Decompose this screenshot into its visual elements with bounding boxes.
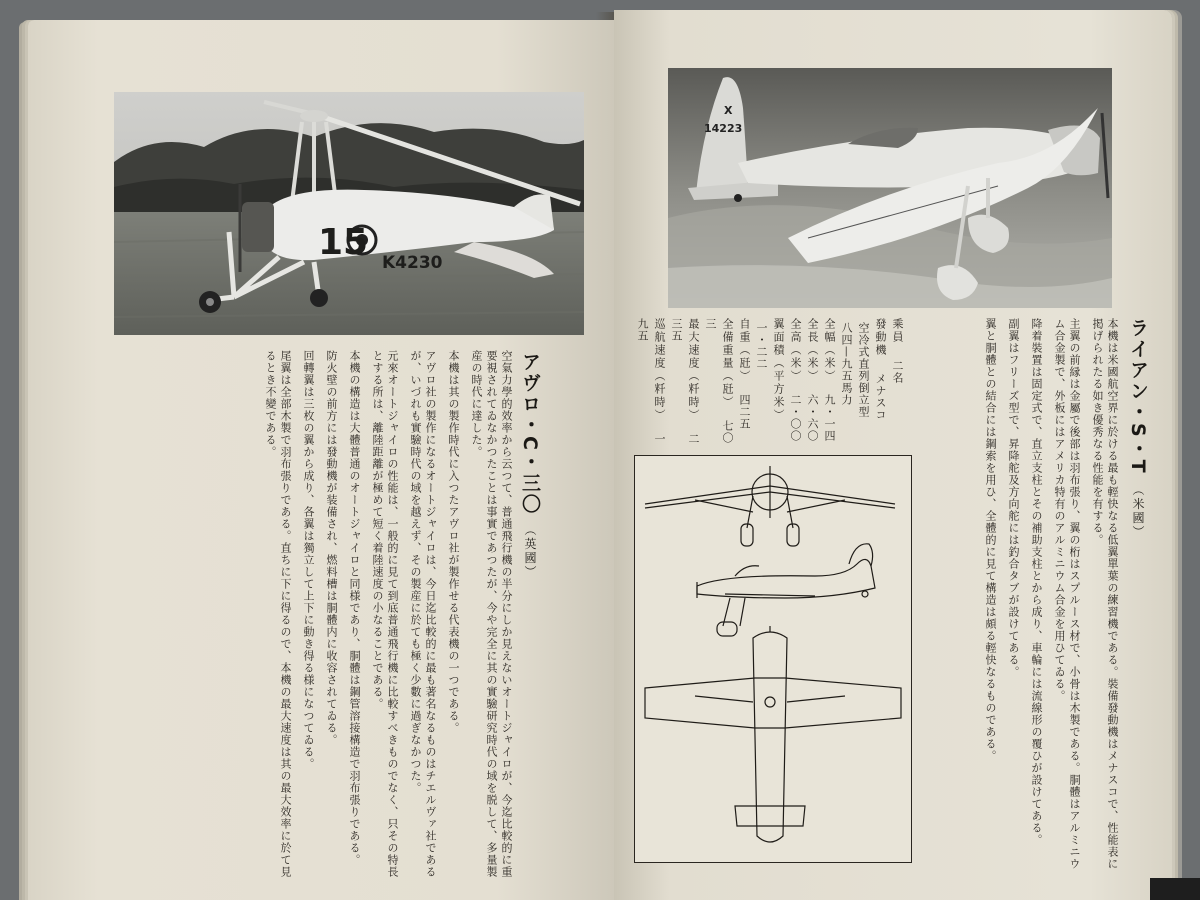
spec-table (636, 318, 906, 446)
spec-row: 全高（米） 二・〇〇 (789, 318, 802, 442)
right-paragraph: 本機は米國航空界に於ける最も輕快なる低翼單葉の練習機である。裝備發動機はメナスコで、性能表に掲げられたる如き優秀なる性能を有する。 (1091, 318, 1119, 870)
autogiro-photo (114, 92, 584, 335)
left-article-title (516, 352, 544, 642)
left-title-note: （英國） (523, 523, 537, 580)
spec-row: 空冷式直列倒立型 (857, 322, 870, 418)
tail-marking: X (724, 104, 733, 117)
left-paragraph: 防火壁の前方には發動機が装備され、燃料槽は胴體内に收容されてゐる。 (325, 350, 338, 746)
right-title-note: （米國） (1131, 483, 1145, 540)
corner-tab (1150, 878, 1200, 900)
spec-row: 自重（瓩） 四二五 (738, 318, 751, 430)
spec-row: 全幅（米） 九・一四 (823, 318, 836, 442)
left-article-body (150, 350, 514, 880)
spec-row: 最大速度（粁時） 二三五 (670, 318, 700, 445)
spec-row: 發動機 メナスコ (874, 318, 887, 421)
left-paragraph: 回轉翼は三枚の翼から成り、各翼は獨立して上下に動き得る様になつてゐる。 (302, 350, 315, 770)
plan-view (645, 626, 901, 842)
left-title-text: アヴロ・C・三〇 (519, 352, 541, 515)
spec-row: 乘員 二名 (891, 318, 904, 384)
right-article-body (912, 318, 1120, 878)
right-title-text: ライアン・S・T (1127, 318, 1149, 475)
left-paragraph: アヴロ社の製作になるオートジャイロは、今日迄比較的に最も著名なるものはチエルヴァ社であるが、いづれも實驗時代の域を越えず、その製産に於ても極く少數に過ぎなかつた。 (409, 350, 437, 878)
left-paragraph: 元來オートジャイロの性能は、一般的に見て到底普通飛行機に比較すべきものでなく、只その特長とする所は、離陸距離が極めて短く着陸速度の小なることである。 (371, 350, 399, 878)
left-paragraph: 本機は其の製作時代に入つたアヴロ社が製作せる代表機の一つである。 (447, 350, 460, 734)
left-paragraph: 本機の構造は大體普通のオートジャイロと同様であり、胴體は鋼管溶接構造で羽布張りである。 (348, 350, 361, 866)
left-paragraph: 空氣力學的效率から云つて、普通飛行機の半分にしか見えないオートジャイロが、今迄比較的に重要視されてゐなかつたことは事實であつたが、今や完全に其の實驗研究時代の域を脱して、多量製産の時代に達した。 (470, 350, 513, 878)
spec-row: 八四—九五馬力 (840, 322, 853, 406)
right-paragraph: 主翼の前縁は金屬で後部は羽布張り、翼の桁はスプルース材で、小骨は木製である。胴體はアルミニウム合金製で、外板にはアメリカ特有のアルミニウム合金を用ひてゐる。 (1053, 318, 1081, 870)
right-paragraph: 降着裝置は固定式で、直立支柱とその補助支柱とから成り、車輪には流線形の覆ひが設けてある。 (1030, 318, 1043, 846)
tail-serial: 14223 (704, 122, 743, 135)
front-view (645, 466, 895, 546)
spec-row: 巡航速度（粁時） 一九五 (636, 318, 666, 445)
spec-row: 翼面積（平方米） 一・二二 (755, 318, 785, 417)
spec-row: 全備重量（瓩） 七〇三 (704, 318, 734, 444)
three-view-svg (635, 456, 911, 862)
ryan-st-photo (668, 68, 1112, 308)
right-article-title (1124, 318, 1152, 588)
left-paragraph: 尾翼は全部木製で羽布張りである。直ちに下に得るので、本機の最大速度は其の最大效率に於て見るとき不變である。 (264, 350, 292, 878)
right-paragraph: 副翼はフリーズ型で、昇降舵及方向舵には釣合タブが設けてある。 (1007, 318, 1020, 678)
side-view (697, 544, 875, 636)
aircraft-serial: K4230 (382, 253, 443, 273)
right-paragraph: 翼と胴體との結合には鋼索を用ひ、全體的に見て構造は頗る輕快なるものである。 (984, 318, 997, 762)
spec-row: 全長（米） 六・六〇 (806, 318, 819, 442)
three-view-drawing (634, 455, 912, 863)
aircraft-number: 15 (318, 222, 369, 263)
